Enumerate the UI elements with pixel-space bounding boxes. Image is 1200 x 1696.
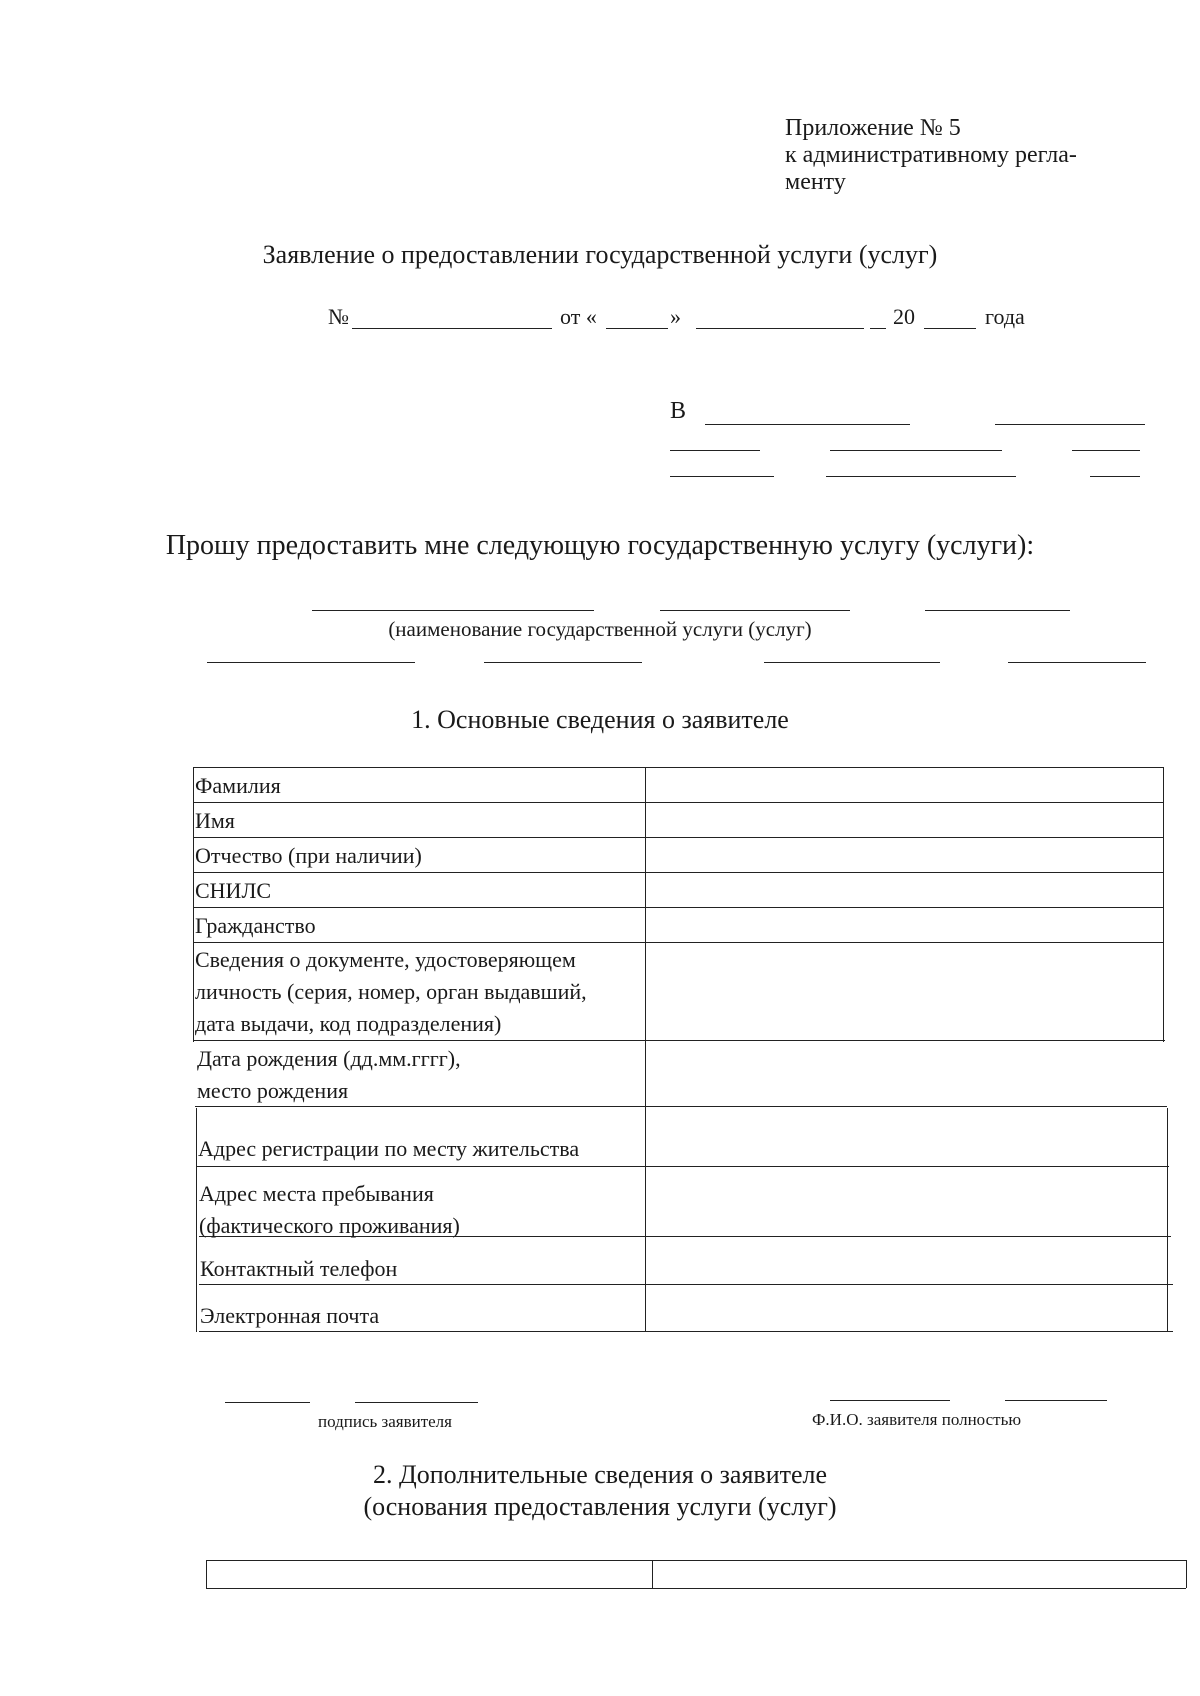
first-name-value[interactable] xyxy=(647,803,1161,836)
row-label-citizenship: Гражданство xyxy=(195,913,316,938)
signature-field-2[interactable] xyxy=(355,1402,478,1403)
service-name-field-1[interactable] xyxy=(312,610,594,611)
section-2-subtitle: (основания предоставления услуги (услуг) xyxy=(363,1492,837,1521)
table-left-border xyxy=(193,767,194,1042)
service-name-caption: (наименование государственной услуги (услуг) xyxy=(388,617,812,641)
registration-address-value[interactable] xyxy=(647,1107,1165,1165)
row-label-phone: Контактный телефон xyxy=(200,1256,398,1281)
request-text: Прошу предоставить мне следующую государственную услугу (услуги): xyxy=(165,530,1035,561)
addressee-field-2[interactable] xyxy=(995,424,1145,425)
row-label-email: Электронная почта xyxy=(200,1303,380,1328)
table-left-border xyxy=(196,1108,197,1332)
appendix-line-1: Приложение № 5 xyxy=(785,115,961,141)
additional-info-label-cell[interactable] xyxy=(208,1562,650,1587)
date-from-label: от « xyxy=(560,304,597,329)
table-column-divider xyxy=(652,1560,653,1588)
document-title: Заявление о предоставлении государственной услуги (услуг) xyxy=(262,240,938,269)
table-column-divider xyxy=(645,767,646,1332)
addressee-field-7[interactable] xyxy=(826,476,1016,477)
addressee-field-1[interactable] xyxy=(705,424,910,425)
appendix-header xyxy=(785,115,1125,196)
day-field[interactable] xyxy=(606,328,668,329)
appendix-line-2: к административному регла- xyxy=(785,142,1077,168)
table-left-border xyxy=(206,1560,207,1588)
table-top-border xyxy=(206,1560,1186,1561)
service-name-field-7[interactable] xyxy=(1008,662,1146,663)
month-field-tail xyxy=(870,328,886,329)
actual-address-value[interactable] xyxy=(647,1167,1165,1235)
full-name-field-1[interactable] xyxy=(830,1400,950,1401)
table-right-border xyxy=(1186,1560,1187,1588)
signature-caption: подпись заявителя xyxy=(318,1412,452,1431)
row-label-actual-address: Адрес места пребывания (фактического проживания) xyxy=(199,1181,460,1238)
snils-value[interactable] xyxy=(647,873,1161,906)
section-1-title: 1. Основные сведения о заявителе xyxy=(411,705,789,734)
row-label-registration-address: Адрес регистрации по месту жительства xyxy=(198,1136,580,1161)
phone-value[interactable] xyxy=(647,1237,1165,1283)
year-field[interactable] xyxy=(924,328,976,329)
row-label-first-name: Имя xyxy=(195,808,235,833)
table-right-border xyxy=(1163,767,1164,1042)
addressee-field-6[interactable] xyxy=(670,476,774,477)
date-quote-close: » xyxy=(670,304,681,329)
citizenship-value[interactable] xyxy=(647,908,1161,941)
row-label-snils: СНИЛС xyxy=(195,878,272,903)
signature-field-1[interactable] xyxy=(225,1402,310,1403)
service-name-field-4[interactable] xyxy=(207,662,415,663)
service-name-field-2[interactable] xyxy=(660,610,850,611)
service-name-field-3[interactable] xyxy=(925,610,1070,611)
row-label-id-document: Сведения о документе, удостоверяющем личность (серия, номер, орган выдавший, дата выдачи, код подразделения) xyxy=(195,947,587,1036)
addressee-field-8[interactable] xyxy=(1090,476,1140,477)
year-prefix: 20 xyxy=(893,304,915,329)
addressee-label: В xyxy=(670,398,687,424)
table-right-border xyxy=(1167,1108,1168,1332)
addressee-field-5[interactable] xyxy=(1072,450,1140,451)
id-document-value[interactable] xyxy=(647,943,1161,1039)
number-label: № xyxy=(328,304,349,329)
appendix-line-3: менту xyxy=(785,169,846,195)
row-label-patronymic: Отчество (при наличии) xyxy=(195,843,422,868)
section-2-title: 2. Дополнительные сведения о заявителе xyxy=(372,1460,828,1489)
year-suffix: года xyxy=(985,304,1025,329)
addressee-field-4[interactable] xyxy=(830,450,1002,451)
birth-value[interactable] xyxy=(647,1041,1163,1105)
full-name-caption: Ф.И.О. заявителя полностью xyxy=(812,1410,1022,1429)
patronymic-value[interactable] xyxy=(647,838,1161,871)
service-name-field-6[interactable] xyxy=(764,662,940,663)
email-value[interactable] xyxy=(647,1285,1165,1330)
month-field[interactable] xyxy=(696,328,864,329)
row-label-birth: Дата рождения (дд.мм.гггг), место рождения xyxy=(197,1046,461,1103)
row-label-surname: Фамилия xyxy=(195,773,281,798)
number-field[interactable] xyxy=(352,328,552,329)
table-bottom-border xyxy=(206,1588,1186,1589)
additional-info-value-cell[interactable] xyxy=(654,1562,1184,1587)
full-name-field-2[interactable] xyxy=(1005,1400,1107,1401)
surname-value[interactable] xyxy=(647,768,1161,801)
addressee-field-3[interactable] xyxy=(670,450,760,451)
service-name-field-5[interactable] xyxy=(484,662,642,663)
